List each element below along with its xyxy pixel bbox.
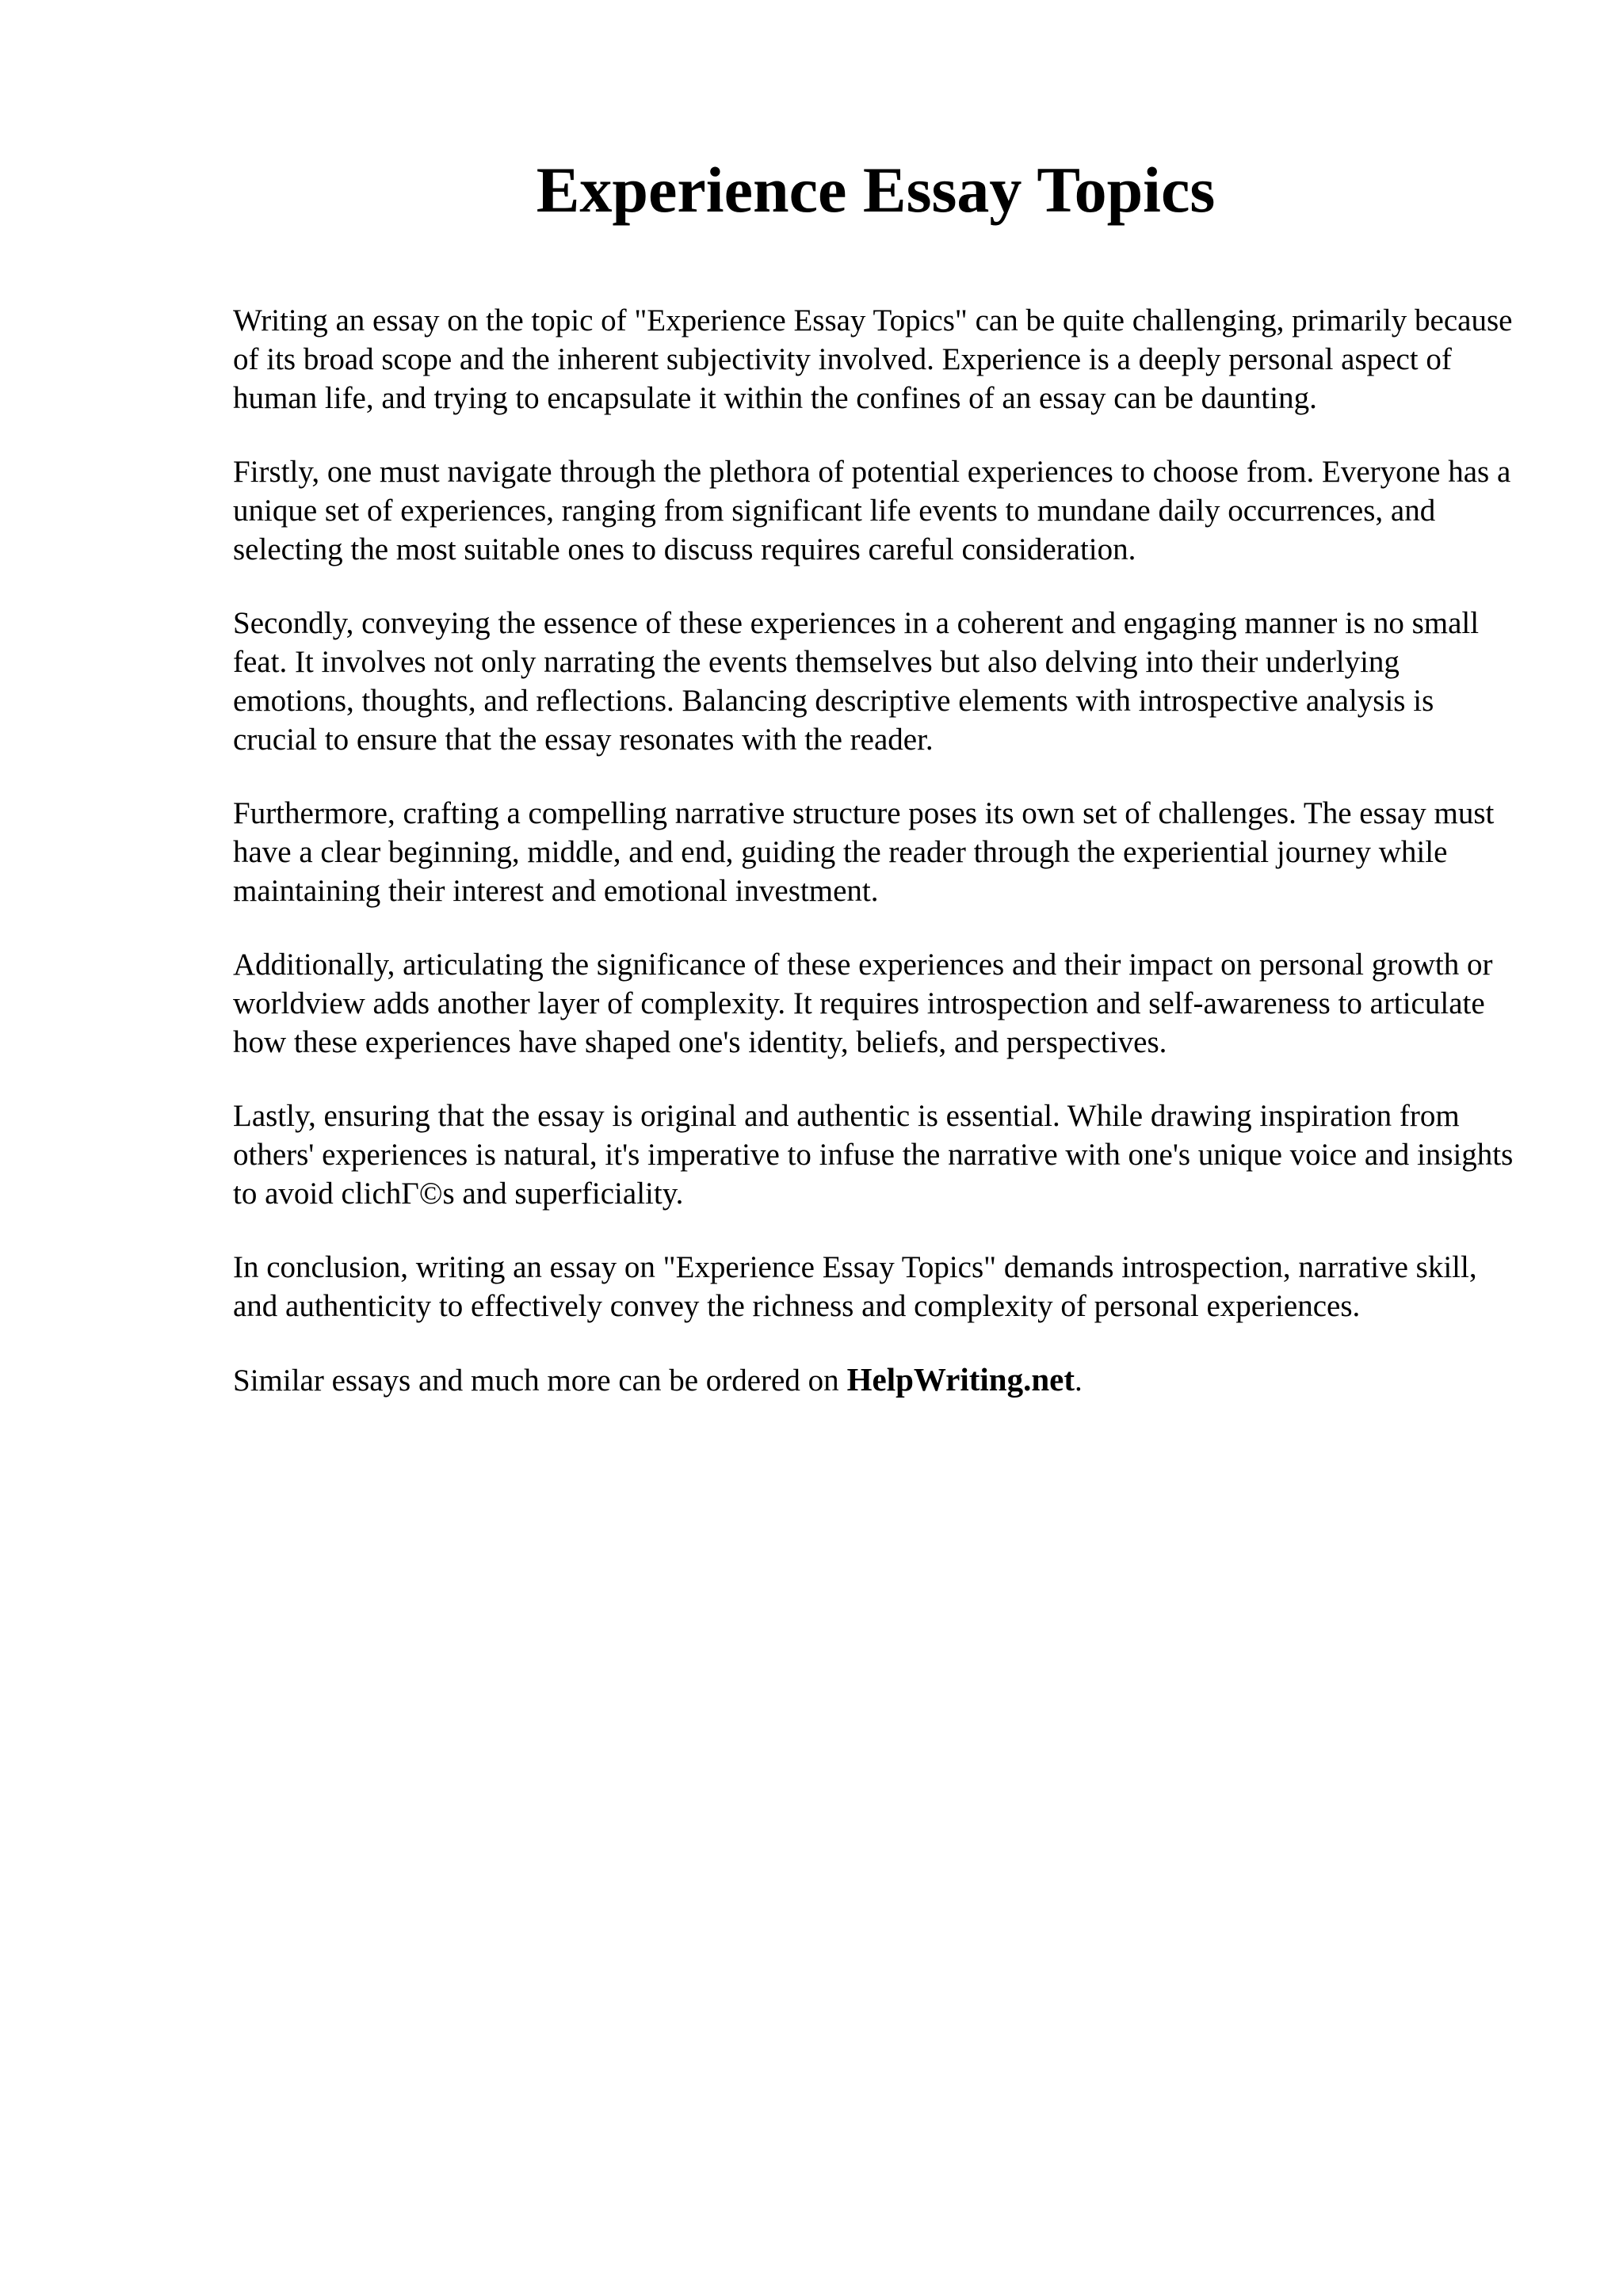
footer-line bbox=[233, 1360, 1525, 1400]
paragraph-firstly: Firstly, one must navigate through the plethora of potential experiences to choose from. Everyone has a unique set of experiences, ranging from significant life events to mundane daily occurrences, and selecting the most suitable ones to discuss requires careful consideration. bbox=[233, 455, 1511, 566]
helpwriting-link[interactable]: HelpWriting.net bbox=[846, 1361, 1075, 1398]
footer-prefix: Similar essays and much more can be ordered on bbox=[233, 1363, 839, 1398]
paragraph-additionally: Additionally, articulating the significance of these experiences and their impact on personal growth or worldview adds another layer of complexity. It requires introspection and self-awareness to articulate how these experiences have shaped one's identity, beliefs, and perspectives. bbox=[233, 948, 1493, 1059]
paragraph-furthermore: Furthermore, crafting a compelling narrative structure poses its own set of challenges. The essay must have a clear beginning, middle, and end, guiding the reader through the experiential journey while maintaining their interest and emotional investment. bbox=[233, 796, 1495, 908]
document-title: Experience Essay Topics bbox=[536, 154, 1216, 226]
paragraph-conclusion: In conclusion, writing an essay on "Experience Essay Topics" demands introspection, narrative skill, and authenticity to effectively convey the richness and complexity of personal experiences. bbox=[233, 1250, 1477, 1323]
footer-suffix: . bbox=[1075, 1363, 1083, 1398]
paragraph-lastly: Lastly, ensuring that the essay is original and authentic is essential. While drawing inspiration from others' experiences is natural, it's imperative to infuse the narrative with one's unique voice and insights to avoid clichΓ©s and superficiality. bbox=[233, 1099, 1514, 1211]
paragraph-secondly: Secondly, conveying the essence of these experiences in a coherent and engaging manner is no small feat. It involves not only narrating the events themselves but also delving into their underlying emotions, thoughts, and reflections. Balancing descriptive elements with introspective analysis is crucial to ensure that the essay resonates with the reader. bbox=[233, 606, 1480, 757]
document-body bbox=[233, 301, 1525, 1400]
paragraph-intro: Writing an essay on the topic of "Experience Essay Topics" can be quite challenging, primarily because of its broad scope and the inherent subjectivity involved. Experience is a deeply personal aspect of human life, and trying to encapsulate it within the confines of an essay can be daunting. bbox=[233, 303, 1513, 415]
